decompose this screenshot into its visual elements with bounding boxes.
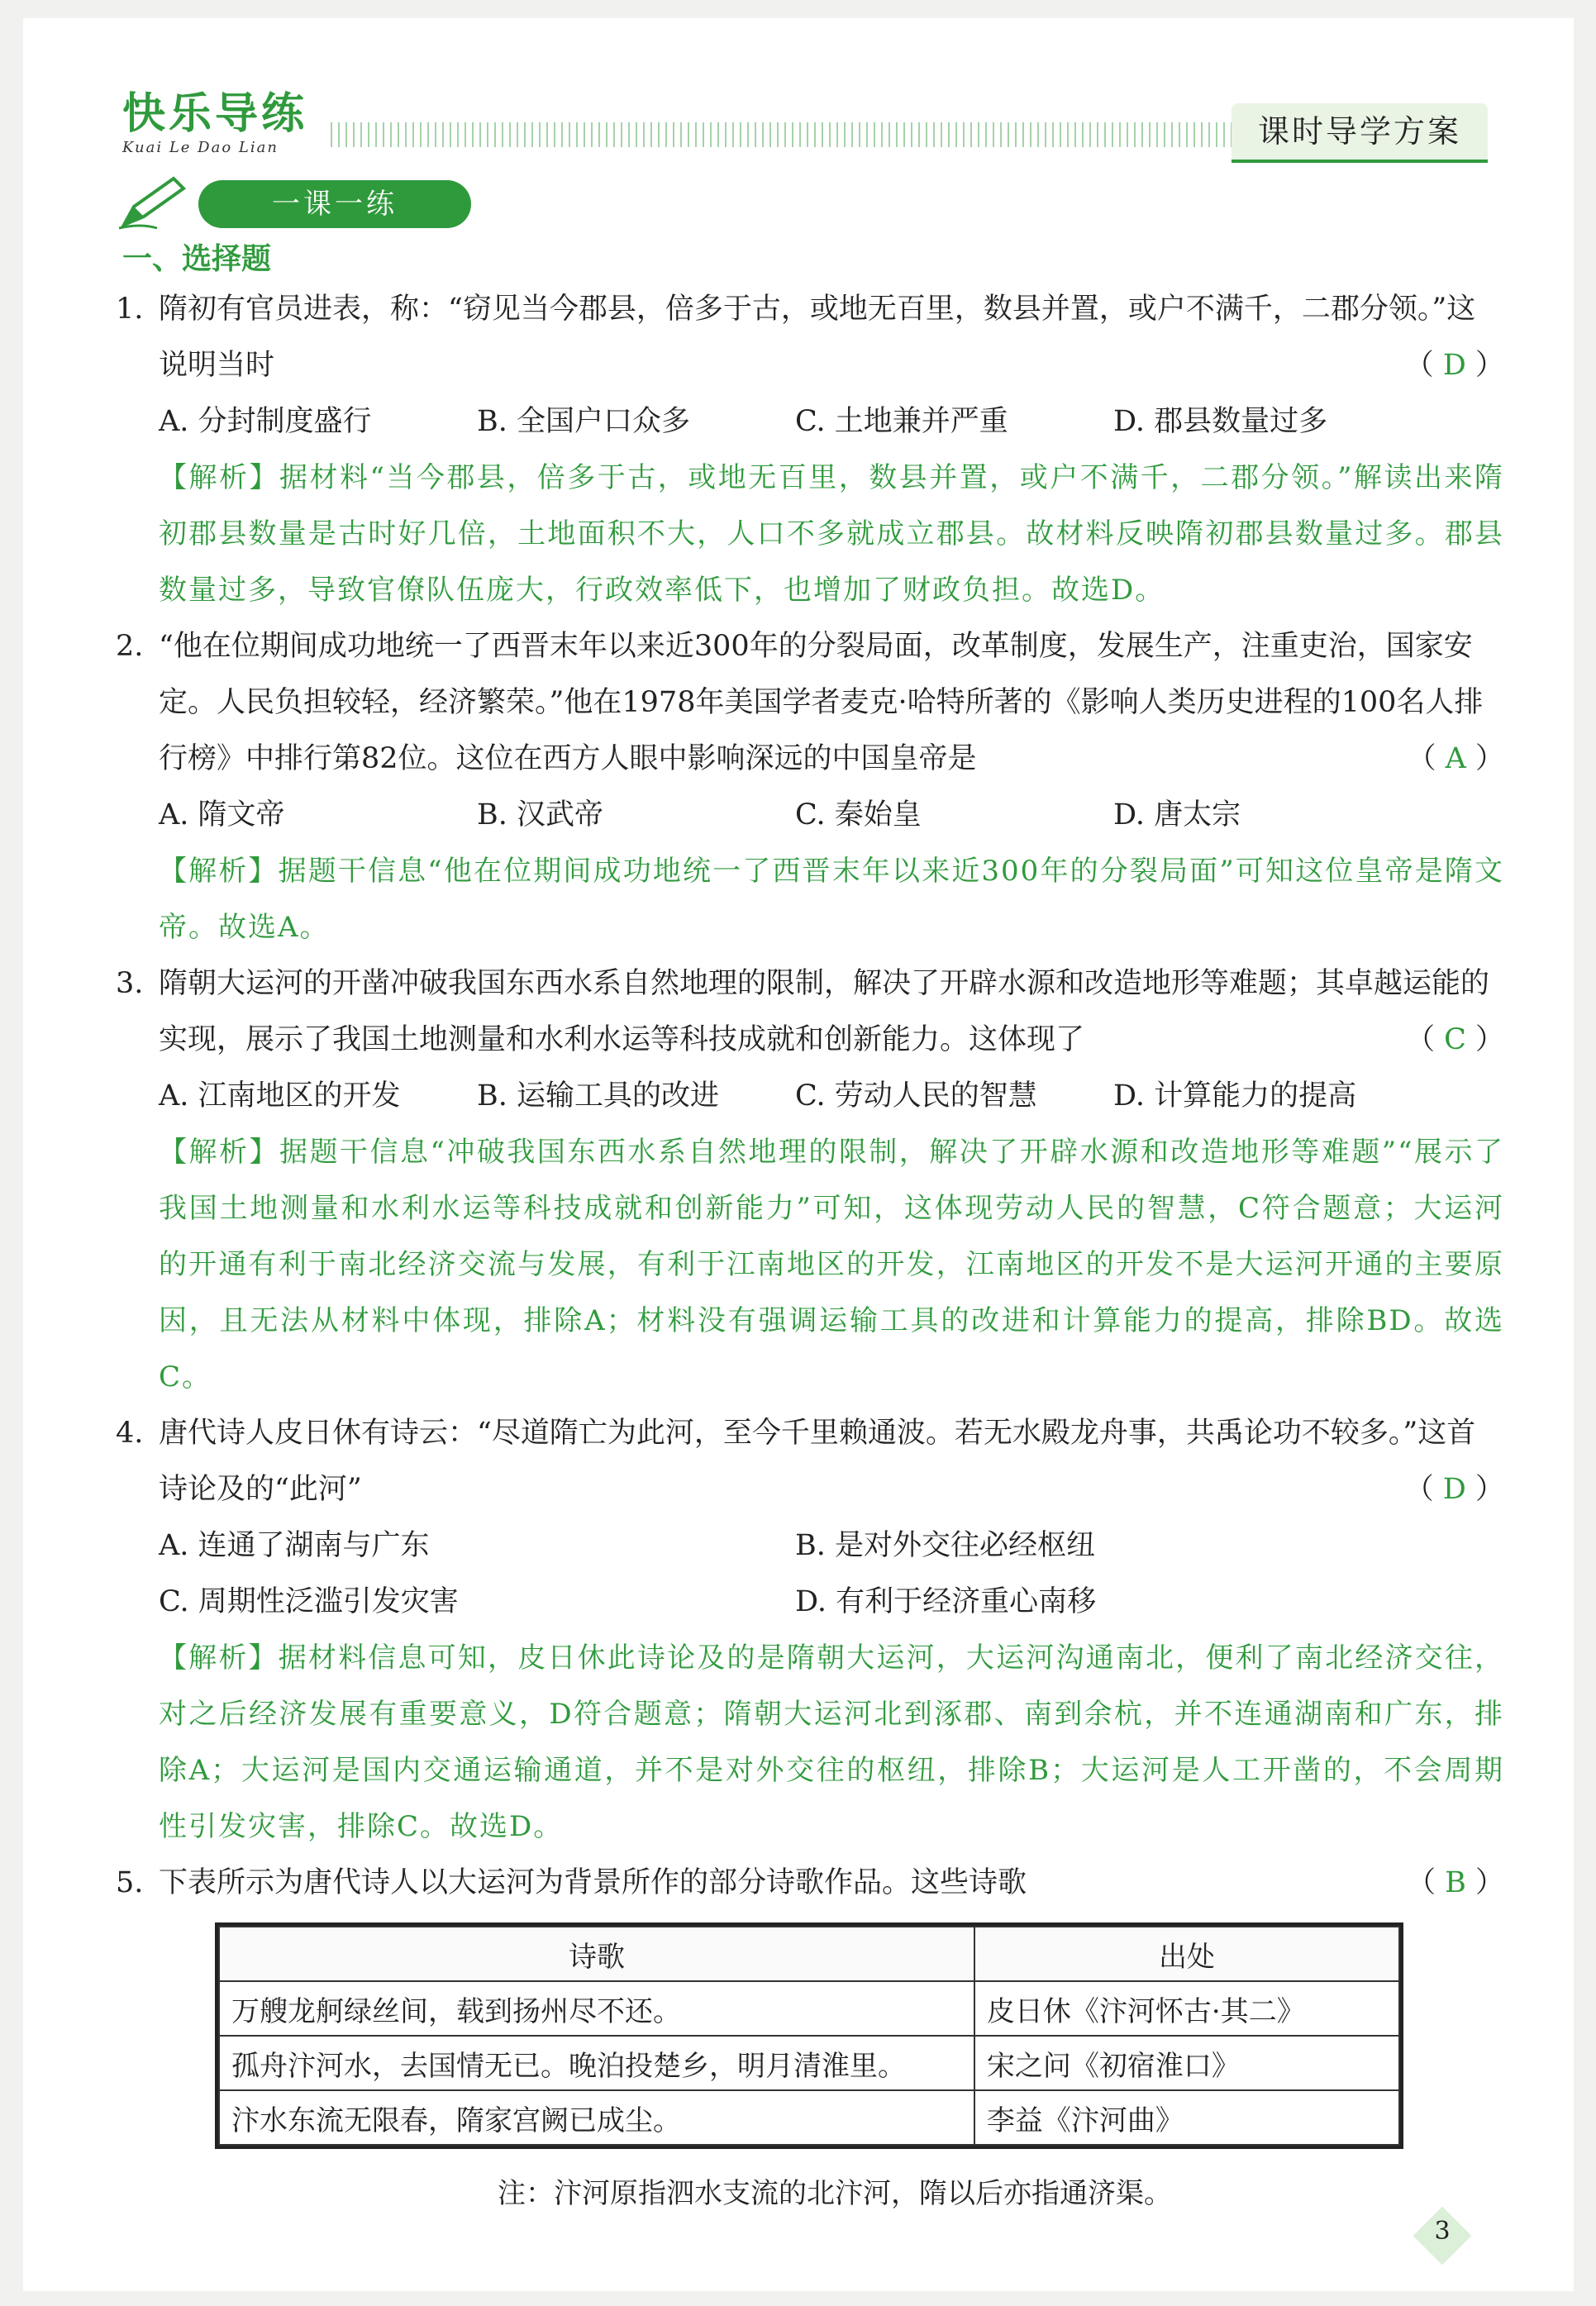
answer-open: （ (1406, 1866, 1446, 1899)
lesson-title: 一课一练 (198, 180, 471, 228)
option-b: B. 全国户口众多 (477, 405, 690, 438)
table-row (219, 2090, 1399, 2145)
option-d: D. 唐太宗 (1113, 798, 1241, 831)
section-title: 一、选择题 (122, 242, 272, 276)
answer-close: ） (1465, 1023, 1504, 1056)
question-stem: 下表所示为唐代诗人以大运河为背景所作的部分诗歌作品。这些诗歌 (159, 1866, 1027, 1899)
column-header-source: 出处 (974, 1927, 1399, 1981)
option-d: D. 郡县数量过多 (1113, 405, 1328, 438)
question-number: 3. (116, 967, 144, 1000)
brand-title: 快乐导练 (122, 89, 308, 139)
question-number: 5. (116, 1866, 144, 1899)
source-cell: 宋之问《初宿淮口》 (974, 2036, 1399, 2090)
option-a: A. 连通了湖南与广东 (159, 1529, 430, 1562)
analysis-text: 据材料信息可知，皮日休此诗论及的是隋朝大运河，大运河沟通南北，便利了南北经济交往，对之后经济发展有重要意义，D符合题意；隋朝大运河北到涿郡、南到余杭，并不连通湖南和广东，排除A；大运河是国内交通运输通道，并不是对外交往的枢纽，排除B；大运河是人工开凿的，不会周期性引发灾害，排除C。故选D。 (159, 1641, 1505, 1843)
table-row (219, 1981, 1399, 2036)
question-5 (116, 1855, 1504, 1911)
table-header-row (219, 1927, 1399, 1981)
answer-letter: C (1444, 1023, 1466, 1056)
analysis (116, 843, 1504, 955)
answer-letter: A (1445, 742, 1466, 775)
question-number: 4. (116, 1417, 144, 1450)
analysis-text: 据材料“当今郡县，倍多于古，或地无百里，数县并置，或户不满千，二郡分领。”解读出来隋初郡县数量是古时好几倍，土地面积不大，人口不多就成立郡县。故材料反映隋初郡县数量过多。郡县数量过多，导致官僚队伍庞大，行政效率低下，也增加了财政负担。故选D。 (159, 461, 1505, 607)
answer-letter: D (1442, 349, 1466, 382)
analysis-text: 据题干信息“冲破我国东西水系自然地理的限制，解决了开辟水源和改造地形等难题”“展示了我国土地测量和水利水运等科技成就和创新能力”可知，这体现劳动人民的智慧，C符合题意；大运河的开通有利于南北经济交流与发展，有利于江南地区的开发，江南地区的开发不是大运河开通的主要原因，且无法从材料中体现，排除A；材料没有强调运输工具的改进和计算能力的提高，排除BD。故选C。 (159, 1136, 1505, 1394)
answer-close: ） (1465, 1473, 1504, 1506)
answer-letter: D (1442, 1473, 1466, 1506)
options (116, 393, 1504, 450)
options (116, 1517, 1504, 1630)
question-stem: 唐代诗人皮日休有诗云：“尽道隋亡为此河，至今千里赖通波。若无水殿龙舟事，共禹论功不较多。”这首诗论及的“此河” (159, 1417, 1476, 1506)
question-4 (116, 1405, 1504, 1517)
poem-table-frame (215, 1922, 1403, 2149)
header-decoration (331, 122, 1240, 147)
question-2 (116, 618, 1504, 787)
option-c: C. 周期性泛滥引发灾害 (159, 1585, 459, 1618)
question-stem: “他在位期间成功地统一了西晋末年以来近300年的分裂局面，改革制度，发展生产，注重吏治，国家安定。人民负担较轻，经济繁荣。”他在1978年美国学者麦克·哈特所著的《影响人类历史进程的100名人排行榜》中排行第82位。这位在西方人眼中影响深远的中国皇帝是 (159, 630, 1484, 775)
answer-bracket (1405, 337, 1504, 393)
answer-bracket (1407, 1855, 1504, 1911)
option-a: A. 分封制度盛行 (159, 405, 372, 438)
analysis-tag: 【解析】 (159, 855, 279, 888)
answer-bracket (1405, 1461, 1504, 1517)
page-number: 3 (1434, 2217, 1451, 2246)
option-c: C. 劳动人民的智慧 (795, 1079, 1037, 1113)
option-b: B. 汉武帝 (477, 798, 603, 831)
options (116, 1068, 1504, 1124)
question-stem: 隋初有官员进表，称：“窃见当今郡县，倍多于古，或地无百里，数县并置，或户不满千，二郡分领。”这说明当时 (159, 293, 1476, 382)
source-cell: 李益《汴河曲》 (974, 2090, 1399, 2145)
pencil-icon (116, 174, 198, 231)
analysis (116, 450, 1504, 618)
poem-cell: 万艘龙舸绿丝间，载到扬州尽不还。 (219, 1981, 974, 2036)
option-b: B. 运输工具的改进 (477, 1079, 719, 1113)
header-tab: 课时导学方案 (1232, 103, 1488, 163)
option-d: D. 计算能力的提高 (1113, 1079, 1357, 1113)
question-stem: 隋朝大运河的开凿冲破我国东西水系自然地理的限制，解决了开辟水源和改造地形等难题；其卓越运能的实现，展示了我国土地测量和水利水运等科技成就和创新能力。这体现了 (159, 967, 1490, 1056)
analysis-tag: 【解析】 (159, 461, 279, 494)
poem-cell: 汴水东流无限春，隋家宫阙已成尘。 (219, 2090, 974, 2145)
poem-cell: 孤舟汴河水，去国情无已。晚泊投楚乡，明月清淮里。 (219, 2036, 974, 2090)
column-header-poem: 诗歌 (219, 1927, 974, 1981)
analysis-text: 据题干信息“他在位期间成功地统一了西晋末年以来近300年的分裂局面”可知这位皇帝是隋文帝。故选A。 (159, 855, 1505, 944)
option-a: A. 江南地区的开发 (159, 1079, 401, 1113)
answer-close: ） (1465, 742, 1504, 775)
brand-pinyin: Kuai Le Dao Lian (122, 139, 279, 156)
analysis-tag: 【解析】 (159, 1136, 279, 1169)
answer-open: （ (1404, 349, 1443, 382)
question-1 (116, 281, 1504, 393)
analysis (116, 1630, 1504, 1855)
answer-close: ） (1465, 1866, 1504, 1899)
brand-logo (122, 79, 307, 156)
question-list (116, 281, 1504, 2211)
option-a: A. 隋文帝 (159, 798, 285, 831)
analysis-tag: 【解析】 (159, 1641, 279, 1675)
table-note: 注：汴河原指泗水支流的北汴河，隋以后亦指通济渠。 (498, 2177, 1172, 2210)
answer-open: （ (1405, 1023, 1445, 1056)
poem-table (218, 1926, 1400, 2146)
question-number: 2. (116, 630, 144, 663)
answer-close: ） (1465, 349, 1504, 382)
option-c: C. 土地兼并严重 (795, 405, 1008, 438)
option-b: B. 是对外交往必经枢纽 (795, 1529, 1095, 1562)
answer-open: （ (1407, 742, 1446, 775)
options (116, 787, 1504, 843)
option-d: D. 有利于经济重心南移 (795, 1585, 1097, 1618)
answer-bracket (1406, 1012, 1504, 1068)
question-number: 1. (116, 293, 144, 326)
source-cell: 皮日休《汴河怀古·其二》 (974, 1981, 1399, 2036)
analysis (116, 1124, 1504, 1405)
answer-bracket (1407, 731, 1504, 787)
answer-letter: B (1445, 1866, 1466, 1899)
option-c: C. 秦始皇 (795, 798, 922, 831)
question-3 (116, 955, 1504, 1068)
answer-open: （ (1404, 1473, 1443, 1506)
table-row (219, 2036, 1399, 2090)
